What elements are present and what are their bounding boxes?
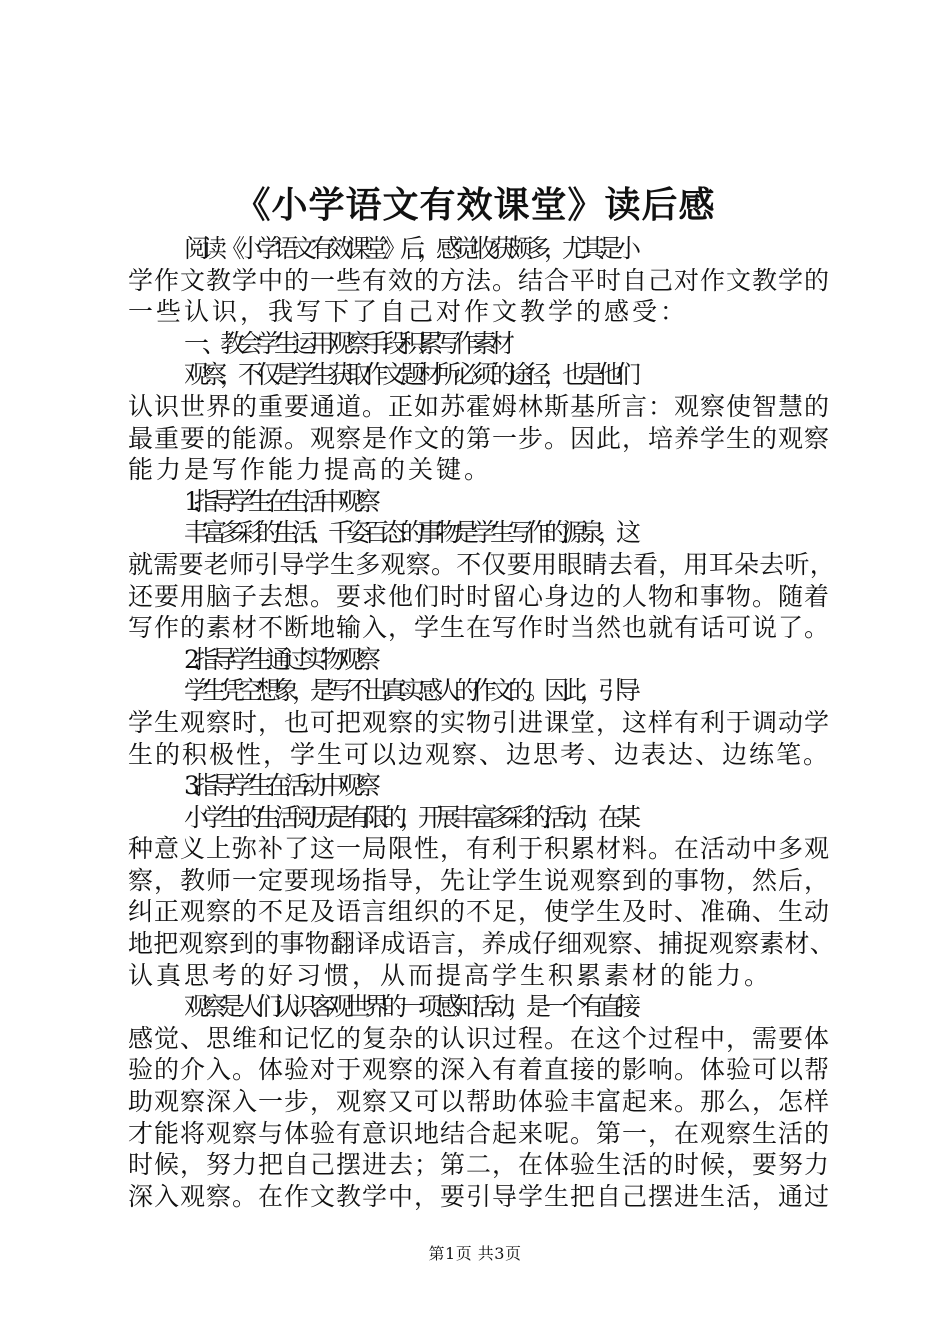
- body-line: 观察是人们认识客观世界的一项感知活动，是一个有直接: [184, 992, 635, 1022]
- document-body: [128, 233, 836, 1212]
- body-line: 学作文教学中的一些有效的方法。结合平时自己对作文教学的: [128, 265, 831, 295]
- body-line: 观察，不仅是学生获取作文题材所必须的途径，也是他们: [184, 360, 635, 390]
- body-line: 写作的素材不断地输入，学生在写作时当然也就有话可说了。: [128, 613, 831, 643]
- body-line: 就需要老师引导学生多观察。不仅要用眼睛去看，用耳朵去听，: [128, 549, 836, 579]
- body-line: 学生观察时，也可把观察的实物引进课堂，这样有利于调动学: [128, 707, 831, 737]
- body-line: 地把观察到的事物翻译成语言，养成仔细观察、捕捉观察素材、: [128, 929, 836, 959]
- body-line: 察，教师一定要现场指导，先让学生说观察到的事物，然后，: [128, 865, 831, 895]
- body-line: 1.指导学生在生活中观察: [184, 486, 374, 516]
- body-line: 纠正观察的不足及语言组织的不足，使学生及时、准确、生动: [128, 897, 831, 927]
- body-line: 最重要的能源。观察是作文的第一步。因此，培养学生的观察: [128, 423, 831, 453]
- body-line: 生的积极性，学生可以边观察、边思考、边表达、边练笔。: [128, 739, 831, 769]
- body-line: 能力是写作能力提高的关键。: [128, 455, 493, 485]
- body-line: 验的介入。体验对于观察的深入有着直接的影响。体验可以帮: [128, 1055, 831, 1085]
- body-line: 时候，努力把自己摆进去；第二，在体验生活的时候，要努力: [128, 1150, 831, 1180]
- body-line: 种意义上弥补了这一局限性，有利于积累材料。在活动中多观: [128, 834, 831, 864]
- body-line: 一、教会学生运用观察手段积累写作素材: [184, 328, 509, 358]
- body-line: 丰富多彩的生活、千姿百态的事物是学生写作的源泉，这: [184, 518, 635, 548]
- body-line: 2.指导学生通过实物观察: [184, 644, 374, 674]
- body-line: 学生凭空想象，是写不出真实感人的作文的。因此，引导: [184, 676, 635, 706]
- body-line: 助观察深入一步，观察又可以帮助体验丰富起来。那么，怎样: [128, 1087, 831, 1117]
- body-line: 小学生的生活阅历是有限的，开展丰富多彩的活动，在某: [184, 802, 635, 832]
- body-line: 认真思考的好习惯，从而提高学生积累素材的能力。: [128, 960, 773, 990]
- page-footer: 第1页 共3页: [428, 1244, 522, 1263]
- body-line: 感觉、思维和记忆的复杂的认识过程。在这个过程中，需要体: [128, 1023, 831, 1053]
- body-line: 还要用脑子去想。要求他们时时留心身边的人物和事物。随着: [128, 581, 831, 611]
- body-line: 3.指导学生在活动中观察: [184, 771, 374, 801]
- body-line: 才能将观察与体验有意识地结合起来呢。第一，在观察生活的: [128, 1118, 831, 1148]
- body-line: 深入观察。在作文教学中，要引导学生把自己摆进生活，通过: [128, 1181, 831, 1211]
- body-line: 阅读《小学语文有效课堂》后，感觉收获颇多，尤其是小: [184, 234, 635, 263]
- document-title: 《小学语文有效课堂》读后感: [234, 184, 716, 226]
- body-line: 一些认识，我写下了自己对作文教学的感受：: [128, 297, 689, 327]
- body-line: 认识世界的重要通道。正如苏霍姆林斯基所言：观察使智慧的: [128, 391, 831, 421]
